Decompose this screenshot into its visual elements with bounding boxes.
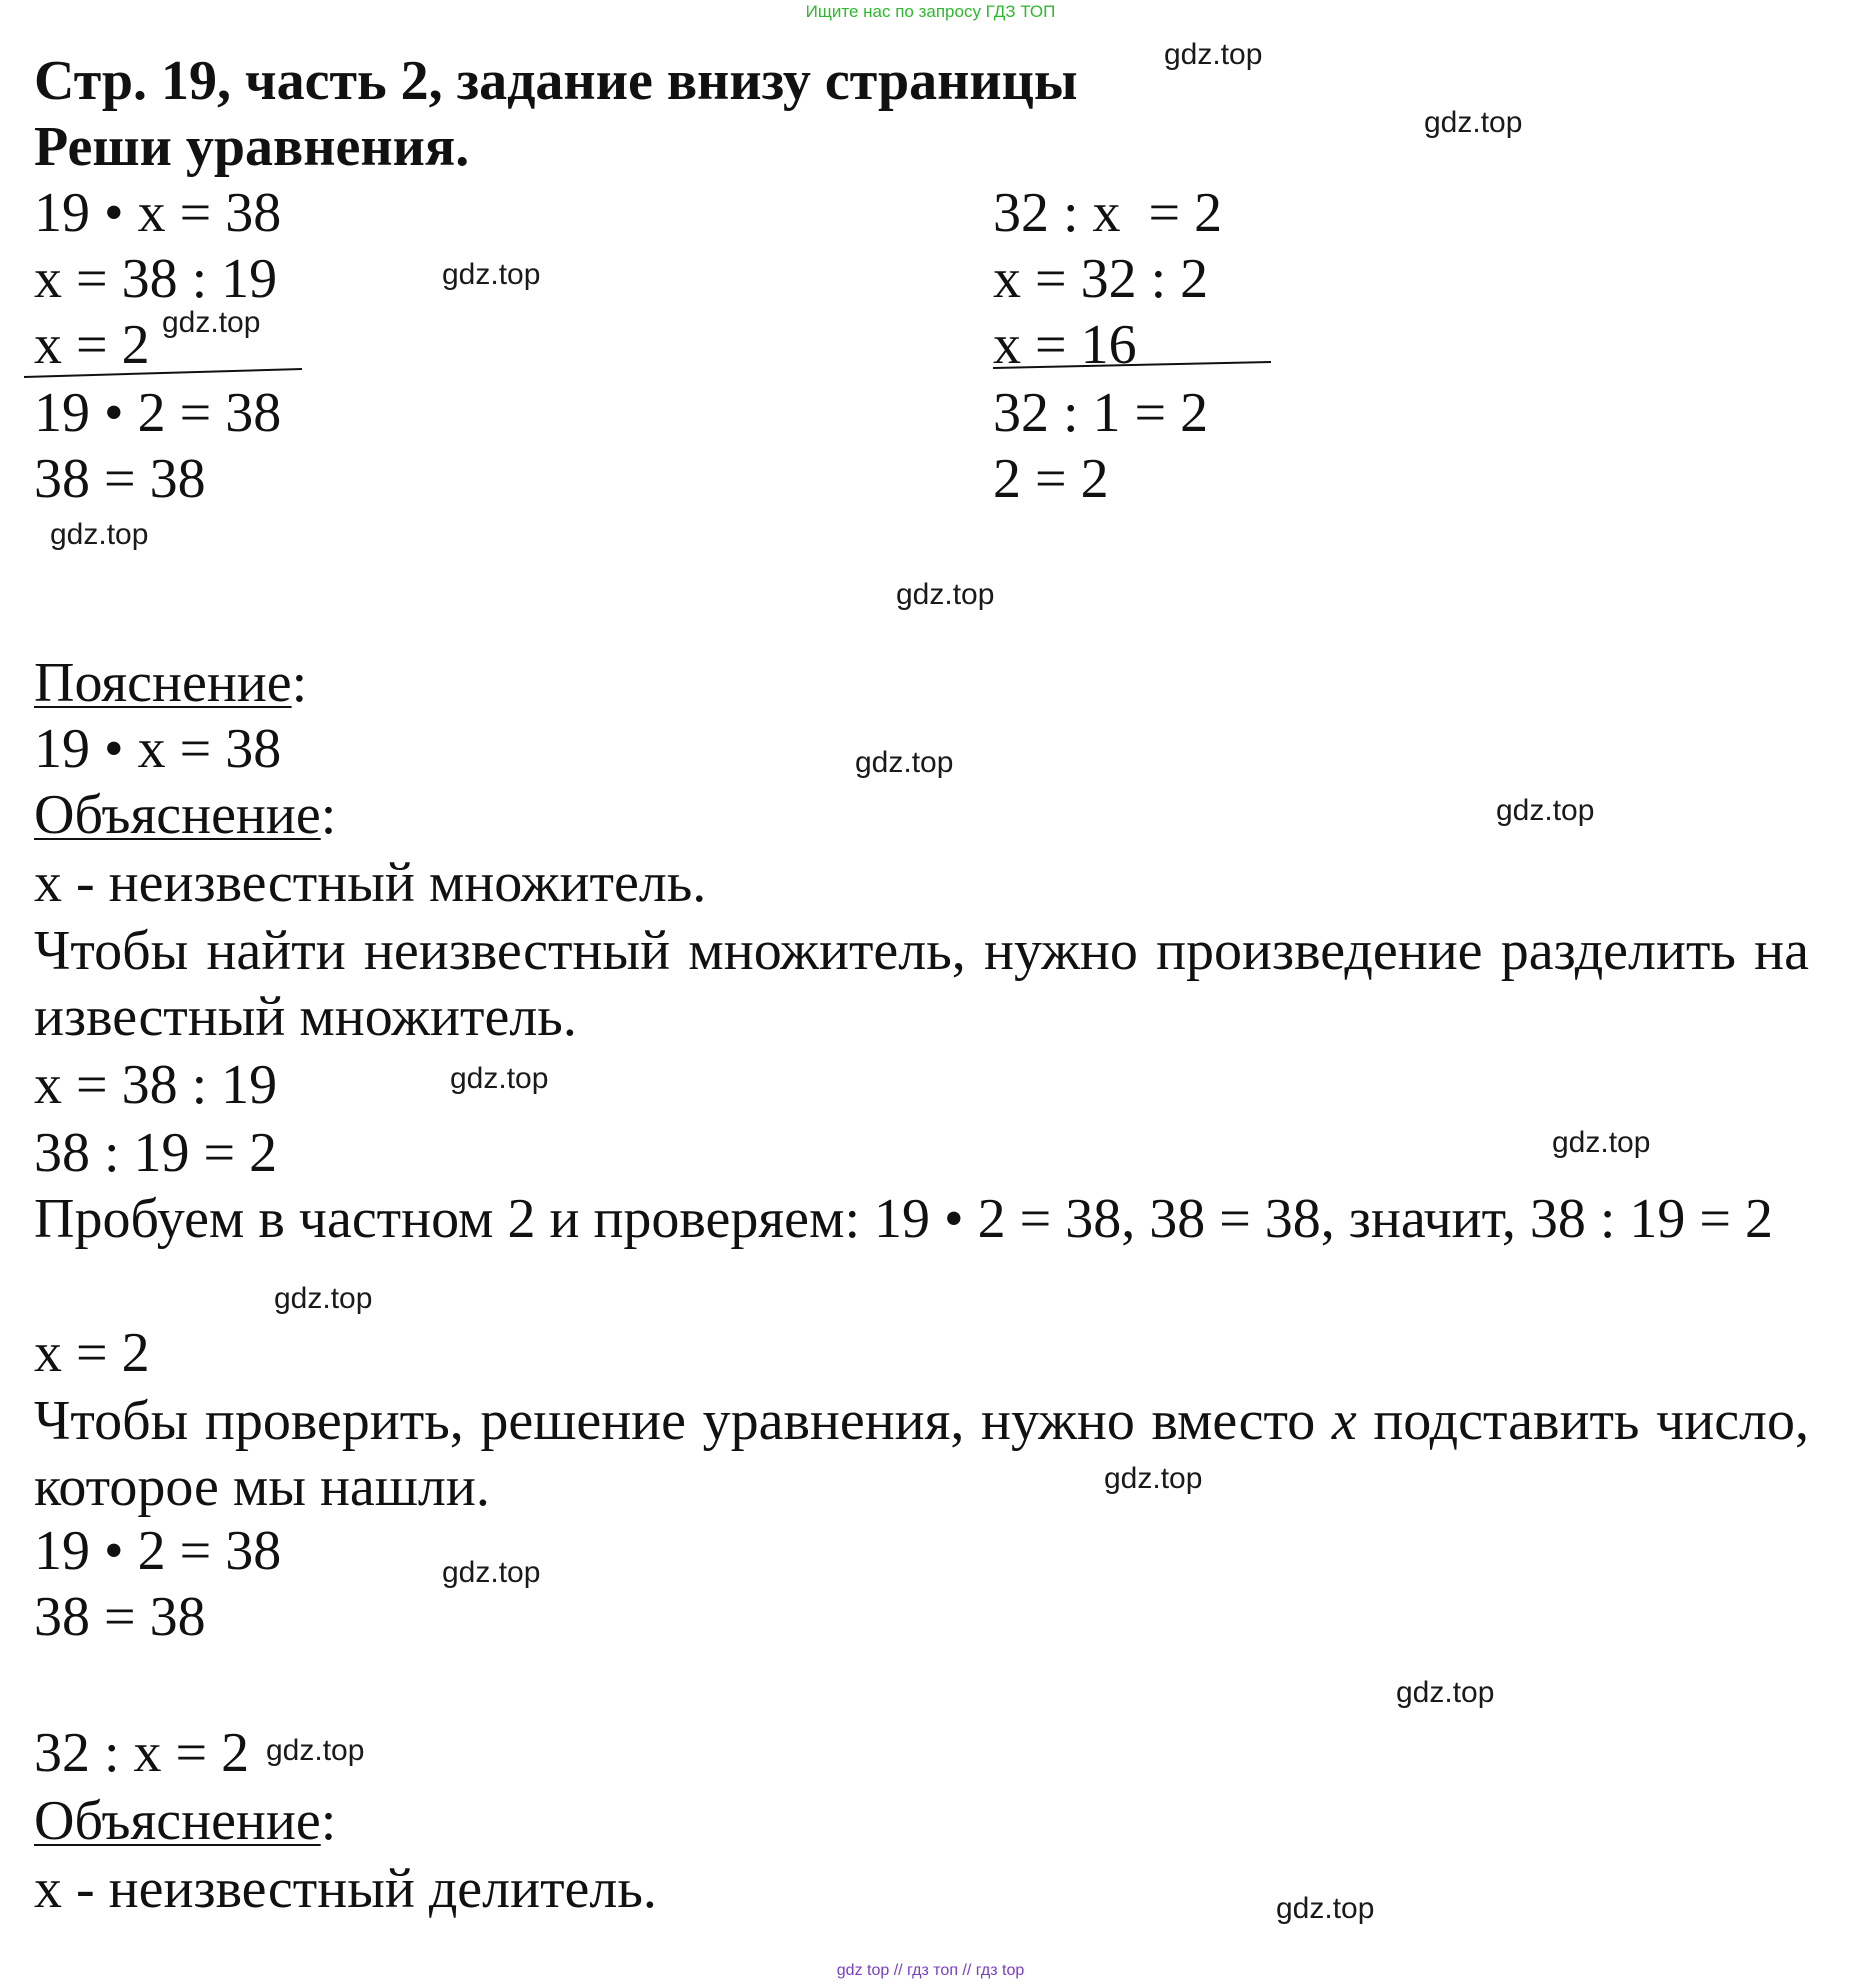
watermark: gdz.top — [1276, 1892, 1375, 1925]
factor-rule-paragraph: Чтобы найти неизвестный множитель, нужно произведение разделить на известный множитель. — [34, 920, 1809, 1048]
check-line-1: 19 • 2 = 38 — [34, 1520, 282, 1582]
x-result-line: x = 2 — [34, 1322, 150, 1384]
watermark: gdz.top — [1396, 1676, 1495, 1709]
right-line-4: 32 : 1 = 2 — [993, 382, 1209, 444]
left-line-1: 19 • x = 38 — [34, 182, 282, 244]
division-line: x = 38 : 19 — [34, 1054, 278, 1116]
check-rule-text-b: подставить число, которое мы нашли. — [34, 1390, 1809, 1518]
obyasnenie-label: Объяснение — [34, 784, 321, 846]
top-banner: Ищите нас по запросу ГДЗ ТОП — [805, 2, 1056, 21]
explanation-eq2: 32 : x = 2 — [34, 1722, 250, 1784]
poyasnenie-label: Пояснение — [34, 652, 292, 714]
watermark: gdz.top — [442, 258, 541, 291]
obyasnenie-heading: Объяснение: — [34, 784, 337, 846]
obyasnenie-label-2: Объяснение — [34, 1790, 321, 1852]
explanation-eq1: 19 • x = 38 — [34, 718, 282, 780]
watermark: gdz.top — [274, 1282, 373, 1315]
check-rule-variable: x — [1331, 1390, 1357, 1452]
watermark: gdz.top — [1104, 1462, 1203, 1495]
watermark: gdz.top — [1496, 794, 1595, 827]
left-line-5: 38 = 38 — [34, 448, 206, 510]
unknown-factor-line: x - неизвестный множитель. — [34, 852, 707, 914]
watermark: gdz.top — [1424, 106, 1523, 139]
unknown-divisor-line: x - неизвестный делитель. — [34, 1858, 657, 1920]
bottom-banner: gdz top // гдз топ // гдз top — [836, 1962, 1025, 1979]
right-line-5: 2 = 2 — [993, 448, 1109, 510]
page-title: Стр. 19, часть 2, задание внизу страницы — [34, 50, 1078, 112]
right-line-1: 32 : x = 2 — [993, 182, 1223, 244]
watermark: gdz.top — [442, 1556, 541, 1589]
try-check-paragraph: Пробуем в частном 2 и проверяем: 19 • 2 = 38, 38 = 38, значит, 38 : 19 = 2 — [34, 1188, 1774, 1250]
watermark: gdz.top — [1164, 38, 1263, 71]
check-line-2: 38 = 38 — [34, 1586, 206, 1648]
watermark: gdz.top — [855, 746, 954, 779]
right-line-2: x = 32 : 2 — [993, 248, 1209, 310]
right-divider-line — [991, 356, 1276, 370]
watermark: gdz.top — [450, 1062, 549, 1095]
left-divider-line — [22, 366, 307, 380]
right-line-3: x = 16 — [993, 314, 1137, 376]
watermark: gdz.top — [266, 1734, 365, 1767]
check-rule-paragraph — [34, 1388, 1809, 1520]
check-rule-text-a: Чтобы проверить, решение уравнения, нужно вместо — [34, 1390, 1332, 1452]
task-heading: Реши уравнения. — [34, 116, 470, 178]
poyasnenie-heading: Пояснение: — [34, 652, 308, 714]
left-line-4: 19 • 2 = 38 — [34, 382, 282, 444]
quotient-line: 38 : 19 = 2 — [34, 1122, 278, 1184]
watermark: gdz.top — [50, 518, 149, 551]
obyasnenie-heading-2: Объяснение: — [34, 1790, 337, 1852]
left-line-2: x = 38 : 19 — [34, 248, 278, 310]
watermark: gdz.top — [896, 578, 995, 611]
watermark: gdz.top — [162, 306, 261, 339]
left-line-3: x = 2 — [34, 314, 150, 376]
watermark: gdz.top — [1552, 1126, 1651, 1159]
